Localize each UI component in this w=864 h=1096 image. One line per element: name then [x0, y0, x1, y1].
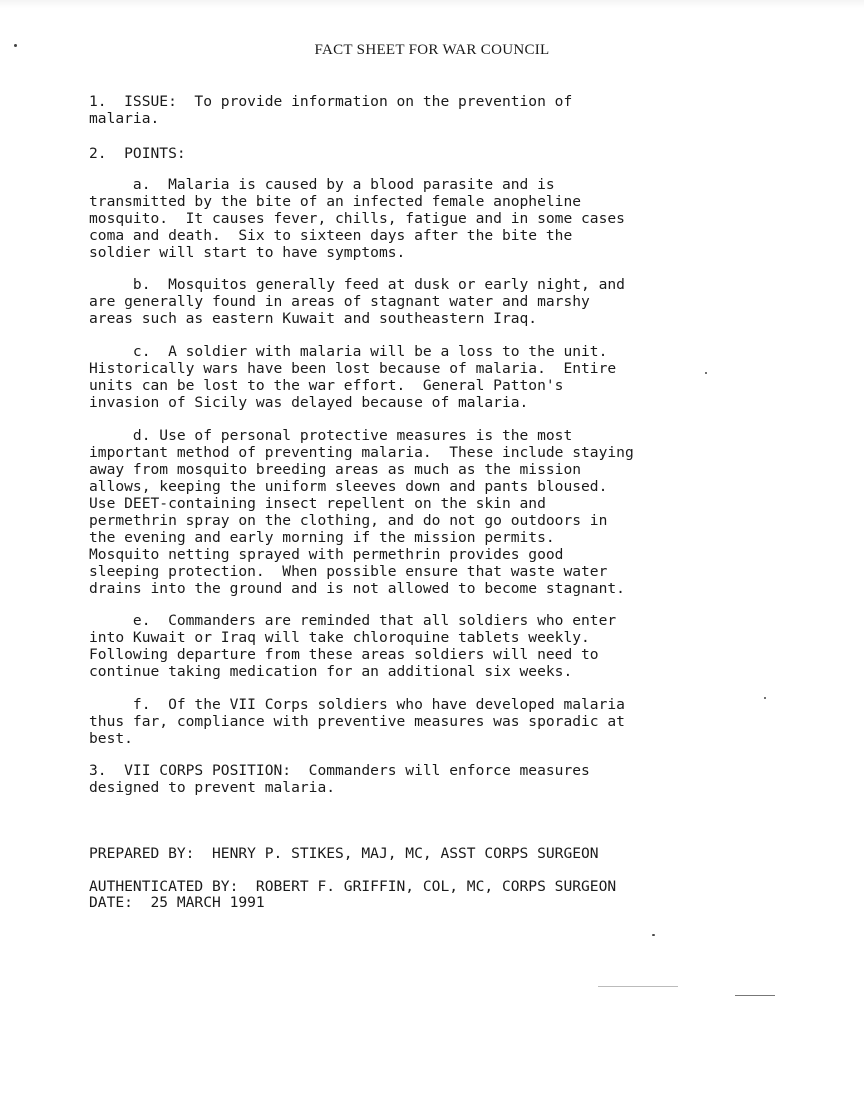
- point-d-line: d. Use of personal protective measures is the most: [89, 427, 573, 444]
- point-a-line: soldier will start to have symptoms.: [89, 244, 406, 261]
- point-d-paragraph: [89, 427, 729, 597]
- point-f-paragraph: [89, 696, 729, 747]
- point-d-line: away from mosquito breeding areas as much as the mission: [89, 461, 582, 478]
- point-b-line: b. Mosquitos generally feed at dusk or early night, and: [89, 276, 625, 293]
- scan-edge: [0, 0, 864, 8]
- point-a-line: transmitted by the bite of an infected female anopheline: [89, 193, 582, 210]
- scan-speck: [735, 995, 775, 996]
- scan-speck: [598, 986, 678, 987]
- point-d-line: permethrin spray on the clothing, and do not go outdoors in: [89, 512, 608, 529]
- point-b-line: are generally found in areas of stagnant water and marshy: [89, 293, 590, 310]
- point-e-paragraph: [89, 612, 729, 680]
- point-a-line: coma and death. Six to sixteen days after the bite the: [89, 227, 573, 244]
- point-b-line: areas such as eastern Kuwait and southeastern Iraq.: [89, 310, 538, 327]
- point-a-paragraph: [89, 176, 729, 261]
- point-d-line: sleeping protection. When possible ensure that waste water: [89, 563, 608, 580]
- point-c-line: invasion of Sicily was delayed because of malaria.: [89, 394, 529, 411]
- point-d-line: Use DEET-containing insect repellent on the skin and: [89, 495, 546, 512]
- position-line: designed to prevent malaria.: [89, 779, 336, 796]
- point-f-line: f. Of the VII Corps soldiers who have developed malaria: [89, 696, 625, 713]
- position-line: 3. VII CORPS POSITION: Commanders will enforce measures: [89, 762, 590, 779]
- scan-speck: [705, 372, 707, 374]
- authenticated-by-line: AUTHENTICATED BY: ROBERT F. GRIFFIN, COL, MC, CORPS SURGEON: [89, 878, 617, 895]
- prepared-by-line: PREPARED BY: HENRY P. STIKES, MAJ, MC, ASST CORPS SURGEON: [89, 845, 599, 862]
- point-b-paragraph: [89, 276, 729, 327]
- point-a-line: mosquito. It causes fever, chills, fatigue and in some cases: [89, 210, 625, 227]
- issue-line: malaria.: [89, 110, 160, 127]
- points-heading: 2. POINTS:: [89, 145, 186, 162]
- point-c-line: units can be lost to the war effort. General Patton's: [89, 377, 564, 394]
- point-f-line: best.: [89, 730, 133, 747]
- point-f-line: thus far, compliance with preventive measures was sporadic at: [89, 713, 625, 730]
- point-e-line: continue taking medication for an additional six weeks.: [89, 663, 573, 680]
- document-title: FACT SHEET FOR WAR COUNCIL: [314, 42, 550, 58]
- point-e-line: Following departure from these areas soldiers will need to: [89, 646, 599, 663]
- point-e-line: e. Commanders are reminded that all soldiers who enter: [89, 612, 617, 629]
- point-c-line: Historically wars have been lost because of malaria. Entire: [89, 360, 617, 377]
- issue-line: 1. ISSUE: To provide information on the prevention of: [89, 93, 573, 110]
- scan-speck: [764, 697, 766, 699]
- issue-paragraph: [89, 93, 729, 127]
- point-e-line: into Kuwait or Iraq will take chloroquine tablets weekly.: [89, 629, 590, 646]
- point-c-paragraph: [89, 343, 729, 411]
- point-d-line: important method of preventing malaria. These include staying: [89, 444, 634, 461]
- point-d-line: Mosquito netting sprayed with permethrin provides good: [89, 546, 564, 563]
- point-c-line: c. A soldier with malaria will be a loss to the unit.: [89, 343, 608, 360]
- point-d-line: allows, keeping the uniform sleeves down and pants bloused.: [89, 478, 608, 495]
- point-a-line: a. Malaria is caused by a blood parasite and is: [89, 176, 555, 193]
- date-line: DATE: 25 MARCH 1991: [89, 894, 265, 911]
- corps-position-paragraph: [89, 762, 729, 796]
- point-d-line: drains into the ground and is not allowed to become stagnant.: [89, 580, 625, 597]
- scan-speck: [14, 44, 17, 47]
- point-d-line: the evening and early morning if the mission permits.: [89, 529, 555, 546]
- scan-speck: [652, 934, 655, 936]
